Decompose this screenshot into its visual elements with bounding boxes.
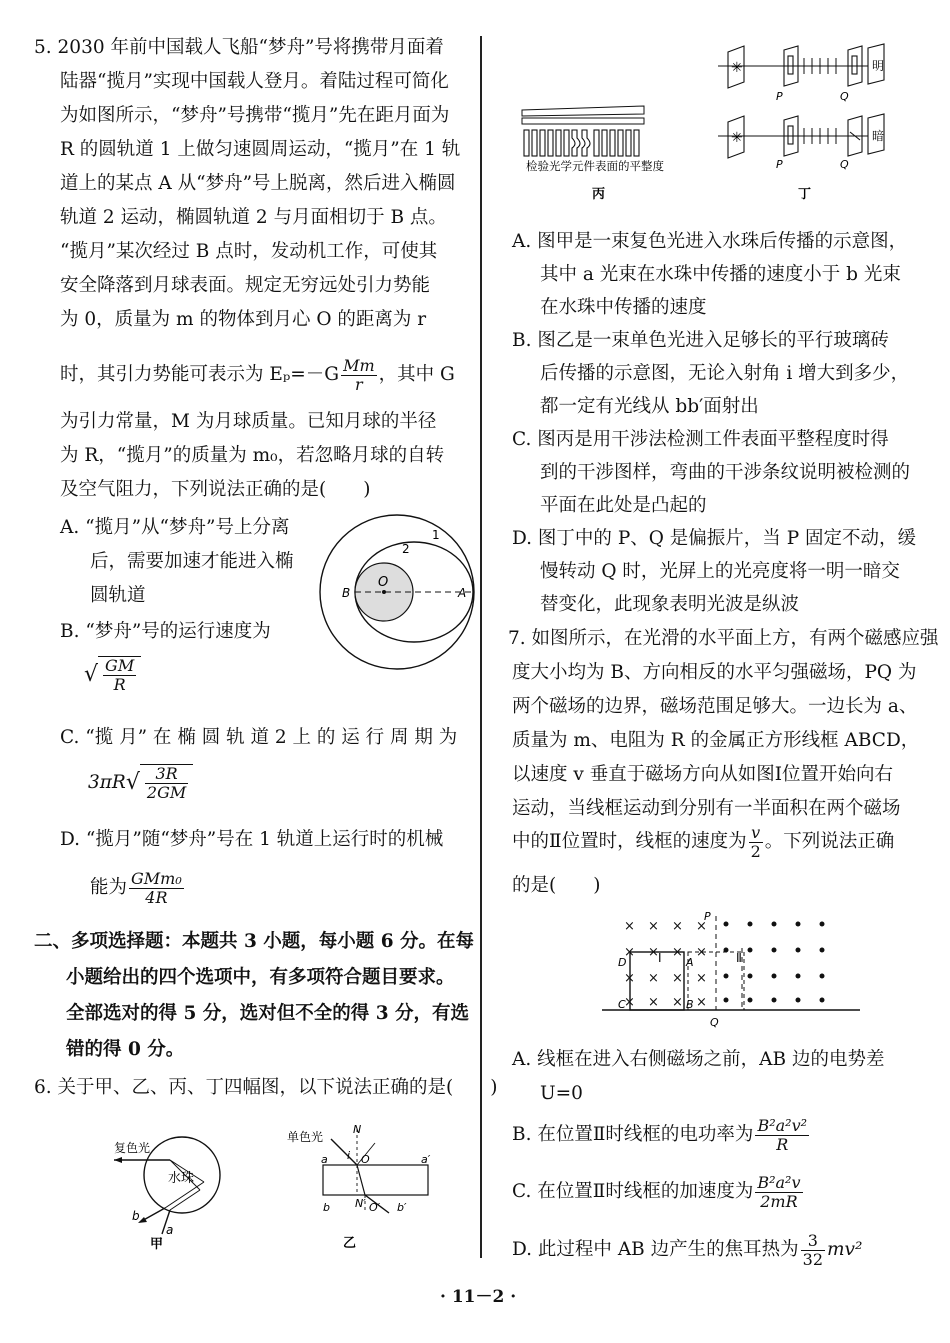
ding-caption: 丁 [798, 187, 812, 202]
yi-op-label: O′ [369, 1201, 381, 1214]
q7-optd-den: 32 [802, 1249, 824, 1269]
q6-option-d: D. 图丁中的 P、Q 是偏振片，当 P 固定不动，缓 [512, 528, 917, 549]
optc-num: 3R [145, 765, 188, 784]
q5-line: 及空气阻力，下列说法正确的是( ) [60, 479, 371, 500]
q6-option-c: C. 图丙是用干涉法检测工件表面平整程度时得 [512, 429, 889, 450]
q7-v-den: 2 [750, 841, 761, 861]
q7-v-suffix: 。下列说法正确 [764, 831, 895, 852]
q6-option-c: 平面在此处是凸起的 [540, 495, 707, 516]
ding-p1-label: P [776, 90, 783, 103]
optd-den: 4R [145, 887, 168, 907]
q5-line: 陆器“揽月”实现中国载人登月。着陆过程可简化 [60, 71, 449, 92]
yi-ap-label: a′ [421, 1153, 431, 1166]
field-label-ii: Ⅱ [736, 951, 742, 965]
q5-line: 为引力常量，M 为月球质量。已知月球的半径 [60, 411, 437, 432]
figure-ding [718, 42, 908, 202]
q7-line: 两个磁场的边界，磁场范围足够大。一边长为 a、 [512, 696, 918, 717]
jia-caption: 甲 [150, 1237, 164, 1252]
q5-line: 轨道 2 运动，椭圆轨道 2 与月面相切于 B 点。 [60, 207, 447, 228]
q6-option-c: 到的干涉图样，弯曲的干涉条纹说明被检测的 [540, 462, 911, 483]
orbit-label-1: 1 [432, 528, 440, 542]
orbit-figure [318, 512, 476, 672]
svg-text:×: × [648, 945, 659, 960]
svg-text:×: × [696, 971, 707, 986]
section2-line: 错的得 0 分。 [66, 1039, 185, 1060]
q7-optd-prefix: D. 此过程中 AB 边产生的焦耳热为 [512, 1239, 799, 1260]
jia-a-label: a [166, 1223, 174, 1237]
q5-line: 道上的某点 A 从“梦舟”号上脱离，然后进入椭圆 [60, 173, 456, 194]
optd-prefix: 能为 [90, 877, 128, 898]
q7-v-num: v [749, 824, 763, 843]
q5-option-b: B. “梦舟”号的运行速度为 [60, 621, 271, 642]
field-label-q: Q [710, 1016, 719, 1029]
yi-bp-label: b′ [397, 1201, 407, 1214]
q5-option-d-formula [90, 866, 186, 910]
svg-text:×: × [672, 995, 683, 1010]
ding-source-1: ✳ [731, 60, 743, 76]
bing-caption: 丙 [592, 187, 606, 202]
svg-text:×: × [648, 919, 659, 934]
svg-text:×: × [672, 919, 683, 934]
q7-optc-den: 2mR [760, 1191, 798, 1211]
q7-option-d [512, 1228, 862, 1272]
yi-b-label: b [323, 1201, 330, 1214]
ep-fraction [341, 357, 377, 394]
q7-option-a: A. 线框在进入右侧磁场之前，AB 边的电势差 [512, 1049, 885, 1070]
q7-option-a: U=0 [540, 1083, 583, 1104]
figure-bing [520, 104, 700, 204]
optb-den: R [113, 675, 126, 694]
orbit-label-b: B [342, 586, 351, 600]
ding-source-2: ✳ [731, 130, 743, 146]
ding-q1-label: Q [840, 90, 849, 103]
optb-num: GM [105, 656, 135, 675]
q7-option-c [512, 1170, 805, 1214]
q5-line: R 的圆轨道 1 上做匀速圆周运动，“揽月”在 1 轨 [60, 139, 461, 160]
q7-v-prefix: 中的Ⅱ位置时，线框的速度为 [512, 831, 747, 852]
svg-text:×: × [696, 919, 707, 934]
q7-option-b [512, 1113, 811, 1157]
yi-light-label: 单色光 [287, 1130, 324, 1144]
yi-n-label: N [353, 1125, 362, 1136]
ep-prefix: 时，其引力势能可表示为 Eₚ=－G [60, 364, 340, 385]
yi-a-label: a [321, 1153, 328, 1166]
q5-option-a: 圆轨道 [90, 585, 146, 606]
field-label-p: P [704, 910, 711, 923]
q7-optc-num: B²a²v [757, 1172, 801, 1192]
q7-velocity-line [512, 820, 894, 864]
svg-text:×: × [624, 919, 635, 934]
yi-np-label: N′ [355, 1197, 366, 1210]
svg-text:×: × [696, 995, 707, 1010]
q7-line: 度大小均为 B、方向相反的水平匀强磁场，PQ 为 [512, 662, 917, 683]
q7-line: 运动，当线框运动到分别有一半面积在两个磁场 [512, 798, 901, 819]
q5-line: “揽月”某次经过 B 点时，发动机工作，可使其 [60, 241, 438, 262]
q7-line: 以速度 v 垂直于磁场方向从如图Ⅰ位置开始向右 [512, 764, 894, 785]
q6-option-b: B. 图乙是一束单色光进入足够长的平行玻璃砖 [512, 330, 889, 351]
ding-dark-label: 暗 [872, 129, 885, 143]
yi-o-label: O [361, 1153, 370, 1166]
q5-line: 为 R，“揽月”的质量为 m₀，若忽略月球的自转 [60, 445, 445, 466]
optc-coef: 3πR [88, 772, 126, 793]
q5-line: 为如图所示，“梦舟”号携带“揽月”先在距月面为 [60, 105, 450, 126]
orbit-label-a: A [458, 586, 467, 600]
svg-text:×: × [624, 971, 635, 986]
q6-option-a: 在水珠中传播的速度 [540, 297, 707, 318]
field-label-c: C [618, 998, 626, 1011]
q7-line: 7. 如图所示，在光滑的水平面上方，有两个磁感应强 [508, 628, 939, 649]
optd-num: GMm₀ [131, 868, 182, 888]
q6-option-a: A. 图甲是一束复色光进入水珠后传播的示意图， [512, 231, 908, 252]
page-number: · 11－2 · [440, 1287, 517, 1307]
q6-option-d: 慢转动 Q 时，光屏上的光亮度将一明一暗交 [540, 561, 900, 582]
svg-text:×: × [624, 995, 635, 1010]
yi-caption: 乙 [343, 1236, 357, 1251]
field-label-i: Ⅰ [658, 951, 662, 965]
q5-option-a: A. “揽月”从“梦舟”号上分离 [60, 517, 290, 538]
svg-text:×: × [696, 945, 707, 960]
column-divider [480, 36, 482, 1258]
ep-den: r [355, 374, 363, 394]
orbit-label-o: O [378, 575, 389, 590]
svg-text:×: × [648, 995, 659, 1010]
magnetic-field-figure [602, 908, 862, 1030]
q6-option-b: 都一定有光线从 bb′面射出 [540, 396, 759, 417]
q5-option-c-formula: 3πR√ $\frac{3R}{2GM}$ [88, 764, 193, 802]
q7-optb-prefix: B. 在位置Ⅱ时线框的电功率为 [512, 1124, 754, 1145]
jia-b-label: b [132, 1209, 140, 1223]
field-label-a: A [686, 956, 694, 969]
svg-text:×: × [624, 945, 635, 960]
field-label-b: B [686, 998, 694, 1011]
svg-text:×: × [648, 971, 659, 986]
ep-num: Mm [343, 355, 375, 375]
ding-p2-label: P [776, 158, 783, 171]
q6-option-d: 替变化，此现象表明光波是纵波 [540, 594, 800, 615]
q5-option-d: D. “揽月”随“梦舟”号在 1 轨道上运行时的机械 [60, 829, 444, 850]
svg-text:×: × [672, 945, 683, 960]
q7-optd-num: 3 [801, 1232, 825, 1251]
q5-option-c: C. “揽 月” 在 椭 圆 轨 道 2 上 的 运 行 周 期 为 [60, 727, 458, 748]
bing-desc: 检验光学元件表面的平整度 [526, 159, 664, 173]
q6-option-a: 其中 a 光束在水珠中传播的速度小于 b 光束 [540, 264, 901, 285]
yi-i-label: i [347, 1149, 351, 1162]
q5-potential-formula [60, 353, 455, 397]
figure-jia [110, 1130, 240, 1256]
q5-option-a: 后，需要加速才能进入椭 [90, 551, 294, 572]
jia-light-label: 复色光 [114, 1141, 151, 1155]
q5-line: 为 0，质量为 m 的物体到月心 O 的距离为 r [60, 309, 427, 330]
q5-line: 安全降落到月球表面。规定无穷远处引力势能 [60, 275, 431, 296]
q7-optb-den: R [776, 1134, 789, 1154]
ding-bright-label: 明 [872, 59, 885, 73]
jia-drop-label: 水珠 [168, 1171, 195, 1186]
q7-optb-num: B²a²v² [757, 1115, 808, 1135]
q7-tail: 的是( ) [512, 875, 601, 896]
q5-option-b-formula: √ $\frac{GM}{R}$ [84, 656, 141, 694]
section2-line: 小题给出的四个选项中，有多项符合题目要求。 [66, 967, 455, 988]
section2-line: 二、多项选择题：本题共 3 小题，每小题 6 分。在每 [34, 931, 475, 952]
field-label-d: D [618, 956, 627, 969]
figure-yi [285, 1125, 445, 1255]
ep-suffix: ，其中 G [378, 364, 455, 385]
q6-stem: 6. 关于甲、乙、丙、丁四幅图，以下说法正确的是( ) [34, 1077, 498, 1098]
optc-den: 2GM [146, 783, 187, 802]
ding-q2-label: Q [840, 158, 849, 171]
q7-optd-suffix: mv² [827, 1239, 863, 1260]
q6-option-b: 后传播的示意图，无论入射角 i 增大到多少， [540, 363, 910, 384]
orbit-label-2: 2 [402, 542, 410, 556]
svg-text:×: × [672, 971, 683, 986]
q5-line: 5. 2030 年前中国载人飞船“梦舟”号将携带月面着 [34, 37, 444, 58]
q7-optc-prefix: C. 在位置Ⅱ时线框的加速度为 [512, 1181, 754, 1202]
section2-line: 全部选对的得 5 分，选对但不全的得 3 分，有选 [66, 1003, 470, 1024]
q7-line: 质量为 m、电阻为 R 的金属正方形线框 ABCD， [512, 730, 920, 751]
